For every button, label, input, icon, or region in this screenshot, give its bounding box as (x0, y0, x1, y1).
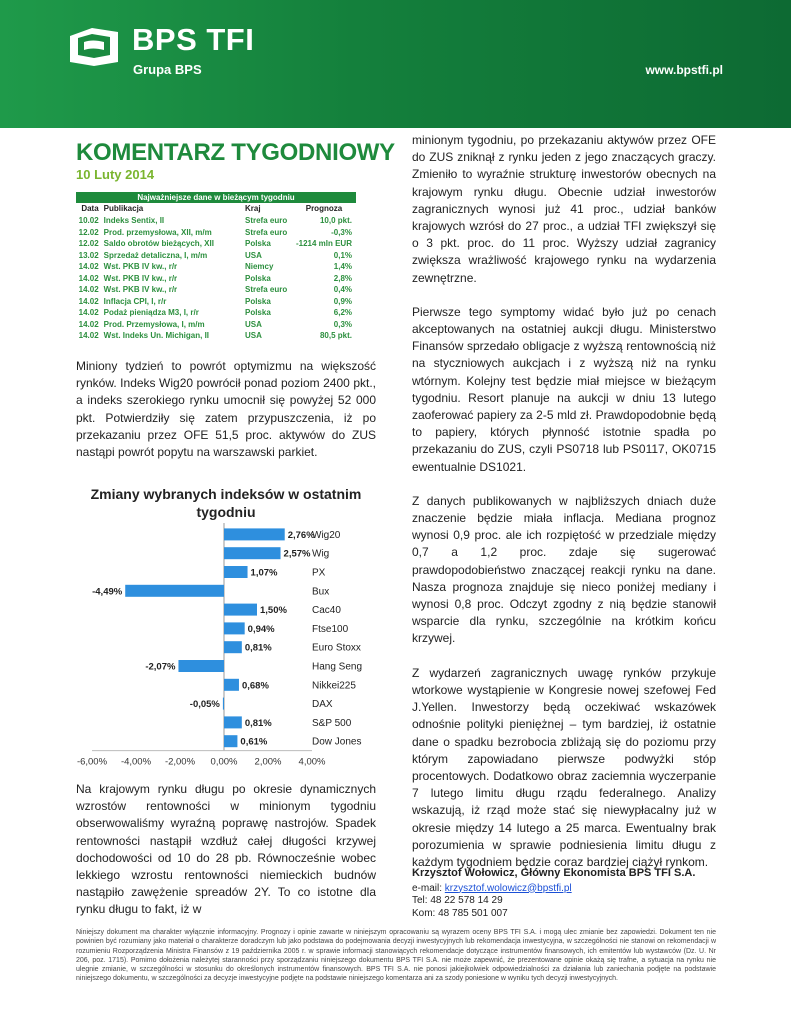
x-tick-label: -6,00% (76, 756, 108, 768)
cell-date: 12.02 (78, 227, 99, 237)
bar (178, 660, 224, 672)
right-column (412, 132, 716, 888)
cell-publication: Wst. PKB IV kw., r/r (103, 273, 178, 283)
cell-forecast: 2,8% (333, 273, 352, 283)
category-label: Wig20 (312, 529, 341, 541)
cell-date: 12.02 (78, 239, 99, 248)
cell-date: 14.02 (78, 331, 99, 340)
page-title: KOMENTARZ TYGODNIOWY (76, 139, 395, 166)
disclaimer: Niniejszy dokument ma charakter wyłącznie informacyjny. Prognozy i opinie zawarte w niniejszym opracowaniu są wyrazem oceny BPS TFI S.A. i mogą ulec zmianie bez zapowiedzi. Dokument ten nie powinien być rozumiany jako materiał o charakterze doradczym lub jako podstawa do podejmowania decyzji inwestycyjnych lub rekomendacja inwestycyjna, w szczególności nie stanowi on rekomendacji w rozumieniu Rozporządzenia Ministra Finansów z 19 października 2005 r. w sprawie informacji stanowiących rekomendacje dotyczące instrumentów finansowych, ich emitentów lub wystawców (Dz. U. Nr 206, poz. 1715). Pomimo dołożenia należytej staranności przy sporządzaniu niniejszego dokumentu BPS TFI S.A. nie może zapewnić, że prezentowane opinie okażą się trafne, a sytuacja na rynku nie ulegnie zmianie, w szczególności w stosunku do określonych instrumentów finansowych. BPS TFI S.A. nie ponosi jakiejkolwiek odpowiedzialności za działania lub zaniechania podjęte na podstawie niniejszego dokumentu, w szczególności za decyzje inwestycyjne podjęte na podstawie niniejszego komentarza ani za szody poniesione w wyniku tych decyzji inwestycyjnych. (76, 929, 716, 983)
cell-publication: Sprzedaż detaliczna, I, m/m (103, 250, 208, 260)
data-label: 1,50% (260, 605, 287, 617)
brand-subtitle: Grupa BPS (133, 62, 202, 77)
table-row (76, 261, 356, 273)
cell-publication: Wst. PKB IV kw., r/r (103, 262, 178, 271)
cell-forecast: 10,0 pkt. (319, 216, 352, 225)
table-body (76, 215, 356, 342)
table-header-row (76, 203, 356, 215)
cell-date: 13.02 (78, 250, 99, 260)
cell-forecast: 0,9% (333, 296, 352, 306)
category-label: Bux (312, 586, 330, 598)
cell-publication: Inflacja CPI, I, r/r (103, 296, 167, 306)
cell-country: Polska (244, 296, 271, 306)
cell-forecast: 80,5 pkt. (319, 331, 352, 340)
data-table (76, 203, 356, 342)
bar (224, 679, 239, 691)
table-row (76, 273, 356, 285)
author-phone: Tel: 48 22 578 14 29 (412, 895, 503, 906)
author-email-link[interactable]: krzysztof.wolowicz@bpstfi.pl (444, 882, 572, 894)
cell-publication: Indeks Sentix, II (103, 216, 165, 225)
cell-publication: Podaż pieniądza M3, I, r/r (103, 308, 199, 317)
category-label: Ftse100 (312, 623, 349, 635)
right-paragraph-3: Z danych publikowanych w najbliższych dniach duże znaczenie będzie miała inflacja. Mediana prognoz wynosi 0,9 proc. ale ich rozpiętość w przedziale między 0,7 a 1,2 proc. zdaje się sugerować prawdopodobieństwo znaczącej reakcji rynku na dane. Nasza prognoza znajduje się nieco poniżej mediany i wynosi 0,8 proc. Odczyt zgodny z nią będzie stanowił wsparcie dla rynku, szczególnie na krótkim końcu krzywej. (412, 493, 716, 646)
author-mobile: Kom: 48 785 501 007 (412, 907, 508, 919)
cell-publication: Saldo obrotów bieżących, XII (103, 239, 214, 248)
right-paragraph-2: Pierwsze tego symptomy widać było już po cenach akceptowanych na ostatniej aukcji długu. Ministerstwo Finansów sprzedało obligacje z wyższą rentownością niż na styczniowych aukcjach i z wyższą niż na rynku wtórnym. Kolejny test będzie miał miejsce w bieżącym tygodniu. Resort planuje na aukcji w dniu 13 lutego zaoferować papiery za 2-5 mld zł. Prawdopodobnie będą to papiery, których płynność istotnie spadła po przekazaniu do ZUS, czyli PS0718 lub PS0117, OK0715 ewentualnie DS1021. (412, 304, 716, 474)
cell-publication: Wst. PKB IV kw., r/r (103, 285, 178, 294)
data-label: 2,76% (287, 529, 315, 541)
category-label: Cac40 (312, 605, 341, 617)
bar (224, 547, 281, 559)
category-label: PX (312, 567, 326, 579)
bar (224, 622, 245, 634)
bar (125, 585, 224, 597)
cell-forecast: 0,4% (333, 285, 352, 294)
cell-country: Strefa euro (244, 216, 288, 225)
cell-publication: Prod. przemysłowa, XII, m/m (103, 227, 212, 237)
category-label: S&P 500 (312, 717, 352, 729)
table-caption: Najważniejsze dane w bieżącym tygodniu (76, 192, 356, 203)
x-tick-label: -4,00% (120, 756, 152, 768)
cell-forecast: 0,3% (333, 319, 352, 329)
bar (224, 566, 248, 578)
logo (66, 18, 256, 78)
right-paragraph-4: Z wydarzeń zagranicznych uwagę rynków przykuje wtorkowe wystąpienie w Kongresie nowej szefowej Fed J.Yellen. Inwestorzy będą oczekiwać wskazówek odnośnie polityki pieniężnej – tym bardziej, iż ostatnie dane o spadku bezrobocia zbliżają się do poziomu przy którym zapowiadano pierwsze podwyżki stóp procentowych. Dodatkowo obraz zaciemnia wyczerpanie 7 lutego limitu długu rządu federalnego. Analizy wskazują, iż rząd może stać się niewypłacalny już w okresie między 14 lutego a 25 marca. Ewentualny brak porozumienia w sprawie podniesienia limitu długu z każdym tygodniem będzie coraz bardziej ciążył rynkom. (412, 665, 716, 869)
data-label: -2,07% (145, 661, 176, 673)
x-tick-label: -2,00% (164, 756, 196, 768)
data-label: -0,05% (189, 699, 220, 711)
left-paragraph-1: Miniony tydzień to powrót optymizmu na większość rynków. Indeks Wig20 powrócił ponad poziom 2400 pkt., a indeks szerokiego rynku umocnił się powyżej 52 000 pkt. Potwierdziły się zatem przypuszczenia, iż po przekazaniu przez OFE 51,5 proc. aktywów do ZUS nastąpi powrót popytu na warszawski parkiet. (76, 359, 376, 460)
cell-date: 14.02 (78, 308, 99, 317)
chart-title: Zmiany wybranych indeksów w ostatnim tygodniu (90, 486, 362, 520)
right-paragraph-1: minionym tygodniu, po przekazaniu aktywów przez OFE do ZUS zniknął z rynku jeden z jego znaczących graczy. Zmieniło to wyraźnie strukturę inwestorów obecnych na krajowym rynku długu. Obecnie udział inwestorów zagranicznych wynosi już 41 proc., udział banków krajowych wzrósł do 27 proc., a udział TFI zwiększył się o 3 pkt. proc. do 11 proc. Wyższy udział zagranicy zwiększa wrażliwość krajowego rynku na wydarzenia zewnętrzne. (412, 133, 716, 285)
table-row (76, 319, 356, 331)
cell-date: 14.02 (78, 262, 99, 271)
header-banner (0, 0, 791, 128)
bar (224, 604, 257, 616)
table-row (76, 296, 356, 308)
cell-publication: Prod. Przemysłowa, I, m/m (103, 319, 205, 329)
cell-date: 14.02 (78, 273, 99, 283)
email-label: e-mail: (412, 882, 445, 894)
cell-country: USA (244, 250, 262, 260)
cell-country: Polska (244, 308, 271, 317)
brand-name: BPS TFI (132, 22, 255, 57)
table-row (76, 227, 356, 239)
table-row (76, 238, 356, 250)
category-label: Euro Stoxx (312, 642, 361, 654)
column-header-forecast: Prognoza (305, 204, 343, 213)
bar (224, 735, 237, 747)
data-label: 1,07% (250, 567, 278, 579)
cell-country: Strefa euro (244, 285, 288, 294)
bar (224, 716, 242, 728)
cell-date: 10.02 (78, 216, 99, 225)
bar (224, 641, 242, 653)
cell-forecast: 1,4% (333, 262, 352, 271)
data-label: -4,49% (92, 586, 123, 598)
cell-forecast: 6,2% (333, 308, 352, 317)
table-row (76, 250, 356, 262)
author-block (412, 867, 732, 920)
cell-date: 14.02 (78, 319, 99, 329)
category-label: Dow Jones (312, 736, 362, 748)
data-label: 0,81% (244, 642, 272, 654)
page-date: 10 Luty 2014 (76, 167, 155, 182)
index-change-chart (76, 520, 376, 768)
column-header-country: Kraj (244, 204, 261, 213)
cell-country: USA (244, 319, 262, 329)
column-header-publication: Publikacja (103, 204, 144, 213)
data-label: 0,68% (241, 680, 269, 692)
x-tick-label: 0,00% (210, 756, 238, 768)
data-label: 0,81% (244, 717, 272, 729)
left-paragraph-2: Na krajowym rynku długu po okresie dynamicznych wzrostów rentowności w minionym tygodniu obserwowaliśmy wyraźną poprawę nastrojów. Spadek rentowności nastąpił wzdłuż całej długości krzywej dochodowości od 10 do 28 pb. Równocześnie wobec lekkiego wzrostu rentowności niemieckich budnów nastąpiło zawężenie spreadów 2Y. To co istotne dla rynku długu to fakt, iż w (76, 782, 376, 917)
cell-country: Strefa euro (244, 227, 288, 237)
author-name: Krzysztof Wołowicz, Główny Ekonomista BPS TFI S.A. (412, 867, 696, 879)
category-label: Hang Seng (312, 661, 363, 673)
category-label: DAX (312, 699, 333, 711)
table-row (76, 215, 356, 227)
website-link[interactable]: www.bpstfi.pl (645, 63, 723, 77)
weekly-data-table (76, 192, 356, 342)
cell-date: 14.02 (78, 296, 99, 306)
column-header-date: Data (81, 204, 99, 213)
category-label: Nikkei225 (312, 680, 356, 692)
data-label: 0,94% (247, 623, 275, 635)
bps-book-logo-icon (66, 22, 122, 70)
cell-country: USA (244, 331, 262, 340)
cell-country: Polska (244, 239, 271, 248)
category-label: Wig (312, 548, 330, 560)
data-label: 0,61% (240, 736, 268, 748)
bar (224, 528, 285, 540)
cell-forecast: -1214 mln EUR (295, 239, 352, 248)
cell-forecast: -0,3% (331, 227, 352, 237)
cell-date: 14.02 (78, 285, 99, 294)
cell-country: Polska (244, 273, 271, 283)
cell-country: Niemcy (244, 262, 274, 271)
table-row (76, 307, 356, 319)
data-label: 2,57% (283, 548, 311, 560)
author-email-line (412, 883, 732, 896)
table-row (76, 330, 356, 342)
table-row (76, 284, 356, 296)
bar (223, 698, 224, 710)
cell-forecast: 0,1% (333, 250, 352, 260)
x-tick-label: 4,00% (298, 756, 326, 768)
x-tick-label: 2,00% (254, 756, 282, 768)
cell-publication: Wst. Indeks Un. Michigan, II (103, 331, 210, 340)
